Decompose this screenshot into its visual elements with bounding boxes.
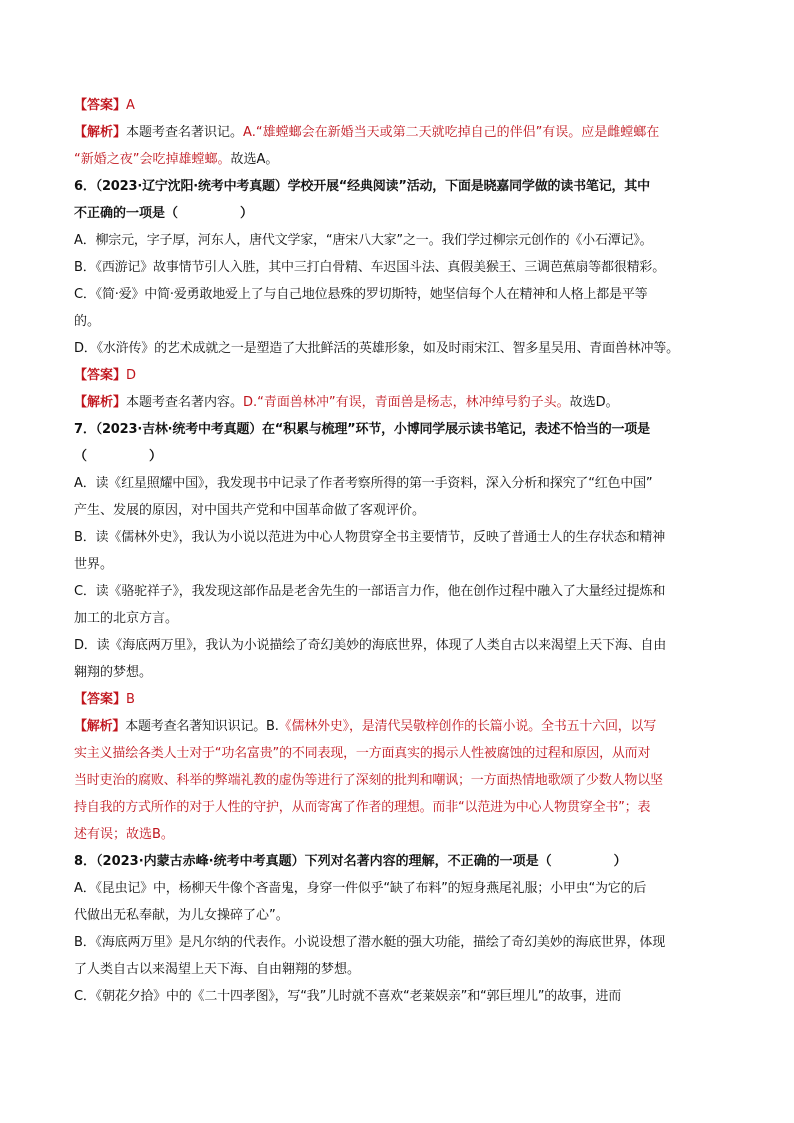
- q8-option-a-line-1: A．《昆虫记》中，杨柳天牛像个吝啬鬼，身穿一件似乎“缺了布料”的短身燕尾礼服；小甲虫“为它的后: [74, 881, 647, 896]
- q7-analysis-line-4: 持自我的方式所作的对于人性的守护，从而寄寓了作者的理想。而非“以范进为中心人物贯穿全书”；表: [74, 800, 651, 815]
- q7-option-c-line-1: C．读《骆驼祥子》，我发现这部作品是老舍先生的一部语言力作，他在创作过程中融入了大量经过提炼和: [74, 584, 666, 599]
- q7-answer-value: B: [126, 692, 135, 707]
- q7-option-a-line-1: A．读《红星照耀中国》，我发现书中记录了作者考察所得的第一手资料，深入分析和探究了“红色中国”: [74, 476, 653, 491]
- q7-analysis-line-5: 述有误；故选B。: [74, 827, 174, 842]
- q7-analysis-line-3: 当时吏治的腐败、科举的弊端礼教的虚伪等进行了深刻的批判和嘲讽；一方面热情地歌颂了少数人物以坚: [74, 773, 663, 788]
- q6-stem-line-1: 6．（2023·辽宁沈阳·统考中考真题）学校开展“经典阅读”活动，下面是晓嘉同学做的读书笔记，其中: [74, 179, 650, 194]
- q5-analysis-suffix: 故选A。: [230, 152, 279, 167]
- q7-answer: [74, 686, 734, 713]
- q5-answer: [74, 92, 734, 119]
- q7-analysis-line-1: [74, 713, 734, 740]
- q7-stem-2b: ）: [149, 449, 163, 464]
- q7-option-b-line-2: 世界。: [74, 557, 114, 572]
- q6-stem-2a: 不正确的一项是（: [74, 206, 179, 221]
- q7-option-c-line-2: 加工的北京方言。: [74, 611, 179, 626]
- analysis-label: 【解析】: [74, 395, 127, 410]
- q6-option-b: B．《西游记》故事情节引人入胜，其中三打白骨精、车迟国斗法、真假美猴王、三调芭蕉扇等都很精彩。: [74, 260, 666, 275]
- q7-analysis-line-2: 实主义描绘各类人士对于“功名富贵”的不同表现，一方面真实的揭示人性被腐蚀的过程和原因，从而对: [74, 746, 651, 761]
- q8-option-b-line-1: B．《海底两万里》是凡尔纳的代表作。小说设想了潜水艇的强大功能，描绘了奇幻美妙的海底世界，体现: [74, 935, 666, 950]
- q5-analysis-line-1: [74, 119, 734, 146]
- answer-label: 【答案】: [74, 368, 127, 383]
- q8-option-c-line-1: C．《朝花夕拾》中的《二十四孝图》，写“我”儿时就不喜欢“老莱娱亲”和“郭巨埋儿”的故事，进而: [74, 989, 622, 1004]
- q8-stem-a: 8．（2023·内蒙古赤峰·统考中考真题）下列对名著内容的理解，不正确的一项是（: [74, 854, 552, 869]
- q7-option-d-line-2: 翱翔的梦想。: [74, 665, 153, 680]
- q6-option-c-line-1: C．《简·爱》中简·爱勇敢地爱上了与自己地位悬殊的罗切斯特，她坚信每个人在精神和人格上都是平等: [74, 287, 648, 302]
- q7-stem-2a: （: [74, 449, 88, 464]
- answer-label: 【答案】: [74, 98, 127, 113]
- q6-answer: [74, 362, 734, 389]
- q5-analysis-red-2: “新婚之夜”会吃掉雄螳螂。: [74, 152, 231, 167]
- question-content: [74, 92, 734, 1010]
- answer-label: 【答案】: [74, 692, 127, 707]
- q6-analysis: [74, 389, 734, 416]
- q7-option-d-line-1: D．读《海底两万里》，我认为小说描绘了奇幻美妙的海底世界，体现了人类自古以来渴望上天下海、自由: [74, 638, 667, 653]
- q7-stem-line-1: 7．（2023·吉林·统考中考真题）在“积累与梳理”环节，小博同学展示读书笔记，表述不恰当的一项是: [74, 422, 650, 437]
- q5-analysis-line-2: [74, 146, 734, 173]
- q6-option-c-line-2: 的。: [74, 314, 101, 329]
- q5-answer-value: A: [126, 98, 135, 113]
- q8-option-b-line-2: 了人类自古以来渴望上天下海、自由翱翔的梦想。: [74, 962, 361, 977]
- q6-option-d: D．《水浒传》的艺术成就之一是塑造了大批鲜活的英雄形象，如及时雨宋江、智多星吴用、青面兽林冲等。: [74, 341, 679, 356]
- q7-option-a-line-2: 产生、发展的原因，对中国共产党和中国革命做了客观评价。: [74, 503, 426, 518]
- q5-analysis-prefix: 本题考查名著识记。: [126, 125, 244, 140]
- analysis-label: 【解析】: [74, 125, 127, 140]
- q6-analysis-suffix: 故选D。: [569, 395, 619, 410]
- q8-stem-b: ）: [613, 854, 627, 869]
- q8-option-a-line-2: 代做出无私奉献，为儿女操碎了心”。: [74, 908, 289, 923]
- q5-analysis-red-1: A.“雄螳螂会在新婚当天或第二天就吃掉自己的伴侣”有误。应是雌螳螂在: [243, 125, 660, 140]
- q7-analysis-red: 《儒林外史》，是清代吴敬梓创作的长篇小说。全书五十六回，以写: [278, 719, 657, 734]
- q7-analysis-prefix: 本题考查名著知识识记。B.: [125, 719, 279, 734]
- q6-analysis-red: D.“青面兽林冲”有误，青面兽是杨志，林冲绰号豹子头。: [243, 395, 570, 410]
- q7-stem-line-2: [74, 443, 734, 470]
- q6-analysis-prefix: 本题考查名著内容。: [126, 395, 244, 410]
- q6-stem-line-2: [74, 200, 734, 227]
- q6-option-a: A．柳宗元，字子厚，河东人，唐代文学家，“唐宋八大家”之一。我们学过柳宗元创作的《小石潭记》。: [74, 233, 653, 248]
- q8-stem: [74, 848, 734, 875]
- q7-option-b-line-1: B．读《儒林外史》，我认为小说以范进为中心人物贯穿全书主要情节，反映了普通士人的生存状态和精神: [74, 530, 666, 545]
- analysis-label: 【解析】: [74, 719, 126, 734]
- q6-answer-value: D: [126, 368, 137, 383]
- q6-stem-2b: ）: [240, 206, 254, 221]
